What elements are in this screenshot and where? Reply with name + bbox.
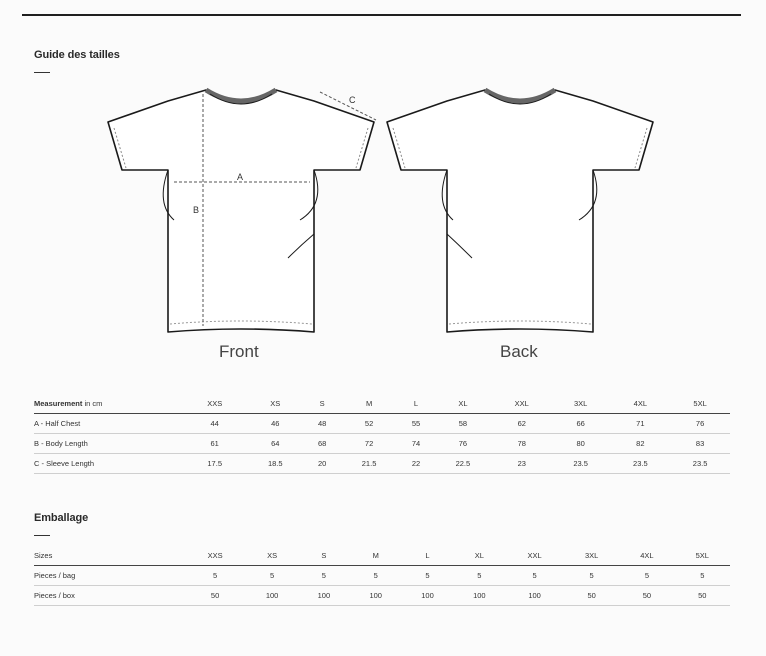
table-cell: 76 [433, 434, 493, 454]
packaging-header-row [34, 546, 730, 566]
front-tshirt-illustration [108, 90, 374, 332]
table-cell: 74 [399, 434, 433, 454]
table-cell: 23 [493, 454, 551, 474]
row-label: Pieces / bag [34, 566, 184, 586]
table-cell: 100 [350, 586, 402, 606]
back-label: Back [500, 342, 538, 361]
size-header: M [350, 546, 402, 566]
table-cell: 78 [493, 434, 551, 454]
table-cell: 71 [610, 414, 670, 434]
table-cell: 23.5 [610, 454, 670, 474]
table-cell: 55 [399, 414, 433, 434]
size-header: XXL [493, 394, 551, 414]
table-cell: 82 [610, 434, 670, 454]
size-header: XXS [184, 394, 245, 414]
table-cell: 100 [402, 586, 454, 606]
size-guide-title: Guide des tailles [34, 49, 120, 61]
table-cell: 23.5 [551, 454, 611, 474]
size-header: 4XL [610, 394, 670, 414]
row-label: A - Half Chest [34, 414, 184, 434]
table-row [34, 454, 730, 474]
table-cell: 5 [619, 566, 674, 586]
table-row [34, 414, 730, 434]
size-header: XS [245, 394, 305, 414]
table-cell: 100 [246, 586, 298, 606]
table-cell: 20 [305, 454, 339, 474]
tshirt-diagram-svg [100, 84, 660, 364]
measurement-header-unit: in cm [84, 399, 103, 408]
table-cell: 5 [564, 566, 619, 586]
table-row [34, 586, 730, 606]
size-header: S [298, 546, 350, 566]
table-cell: 5 [184, 566, 246, 586]
table-cell: 5 [402, 566, 454, 586]
row-label: B - Body Length [34, 434, 184, 454]
table-cell: 66 [551, 414, 611, 434]
table-cell: 5 [298, 566, 350, 586]
table-cell: 58 [433, 414, 493, 434]
size-header: XXS [184, 546, 246, 566]
size-header: 5XL [670, 394, 730, 414]
table-cell: 83 [670, 434, 730, 454]
table-cell: 52 [339, 414, 399, 434]
table-row [34, 566, 730, 586]
table-cell: 100 [453, 586, 505, 606]
table-cell: 5 [246, 566, 298, 586]
table-cell: 5 [675, 566, 730, 586]
table-cell: 50 [564, 586, 619, 606]
table-cell: 21.5 [339, 454, 399, 474]
table-cell: 68 [305, 434, 339, 454]
table-cell: 44 [184, 414, 245, 434]
row-label: C - Sleeve Length [34, 454, 184, 474]
size-header: L [399, 394, 433, 414]
table-cell: 18.5 [245, 454, 305, 474]
sizes-header: Sizes [34, 546, 184, 566]
measurement-header-row [34, 394, 730, 414]
front-label: Front [219, 342, 259, 361]
size-header: 5XL [675, 546, 730, 566]
table-cell: 50 [184, 586, 246, 606]
table-cell: 50 [619, 586, 674, 606]
measurement-header-label: Measurement [34, 399, 83, 408]
measurement-table [34, 394, 730, 474]
size-header: S [305, 394, 339, 414]
table-cell: 80 [551, 434, 611, 454]
row-label: Pieces / box [34, 586, 184, 606]
table-cell: 5 [505, 566, 564, 586]
table-cell: 76 [670, 414, 730, 434]
table-cell: 17.5 [184, 454, 245, 474]
table-cell: 62 [493, 414, 551, 434]
table-cell: 72 [339, 434, 399, 454]
dimension-c-label: C [349, 95, 356, 105]
table-cell: 5 [350, 566, 402, 586]
packaging-title-underline [34, 535, 50, 536]
measurement-header [34, 394, 184, 414]
packaging-table [34, 546, 730, 606]
table-cell: 50 [675, 586, 730, 606]
size-header: 3XL [564, 546, 619, 566]
table-cell: 22 [399, 454, 433, 474]
size-header: XL [453, 546, 505, 566]
size-header: XL [433, 394, 493, 414]
table-cell: 23.5 [670, 454, 730, 474]
size-header: XS [246, 546, 298, 566]
table-cell: 48 [305, 414, 339, 434]
dimension-b-label: B [193, 205, 200, 215]
table-cell: 61 [184, 434, 245, 454]
table-cell: 100 [505, 586, 564, 606]
top-divider [22, 14, 741, 16]
size-header: M [339, 394, 399, 414]
table-cell: 100 [298, 586, 350, 606]
table-row [34, 434, 730, 454]
size-guide-title-underline [34, 72, 50, 73]
packaging-title: Emballage [34, 512, 89, 524]
tshirt-diagrams [100, 84, 660, 364]
size-header: XXL [505, 546, 564, 566]
size-header: 3XL [551, 394, 611, 414]
table-cell: 5 [453, 566, 505, 586]
size-header: L [402, 546, 454, 566]
size-header: 4XL [619, 546, 674, 566]
back-tshirt-illustration [387, 90, 653, 332]
table-cell: 22.5 [433, 454, 493, 474]
table-cell: 64 [245, 434, 305, 454]
dimension-a-label: A [237, 172, 244, 182]
table-cell: 46 [245, 414, 305, 434]
